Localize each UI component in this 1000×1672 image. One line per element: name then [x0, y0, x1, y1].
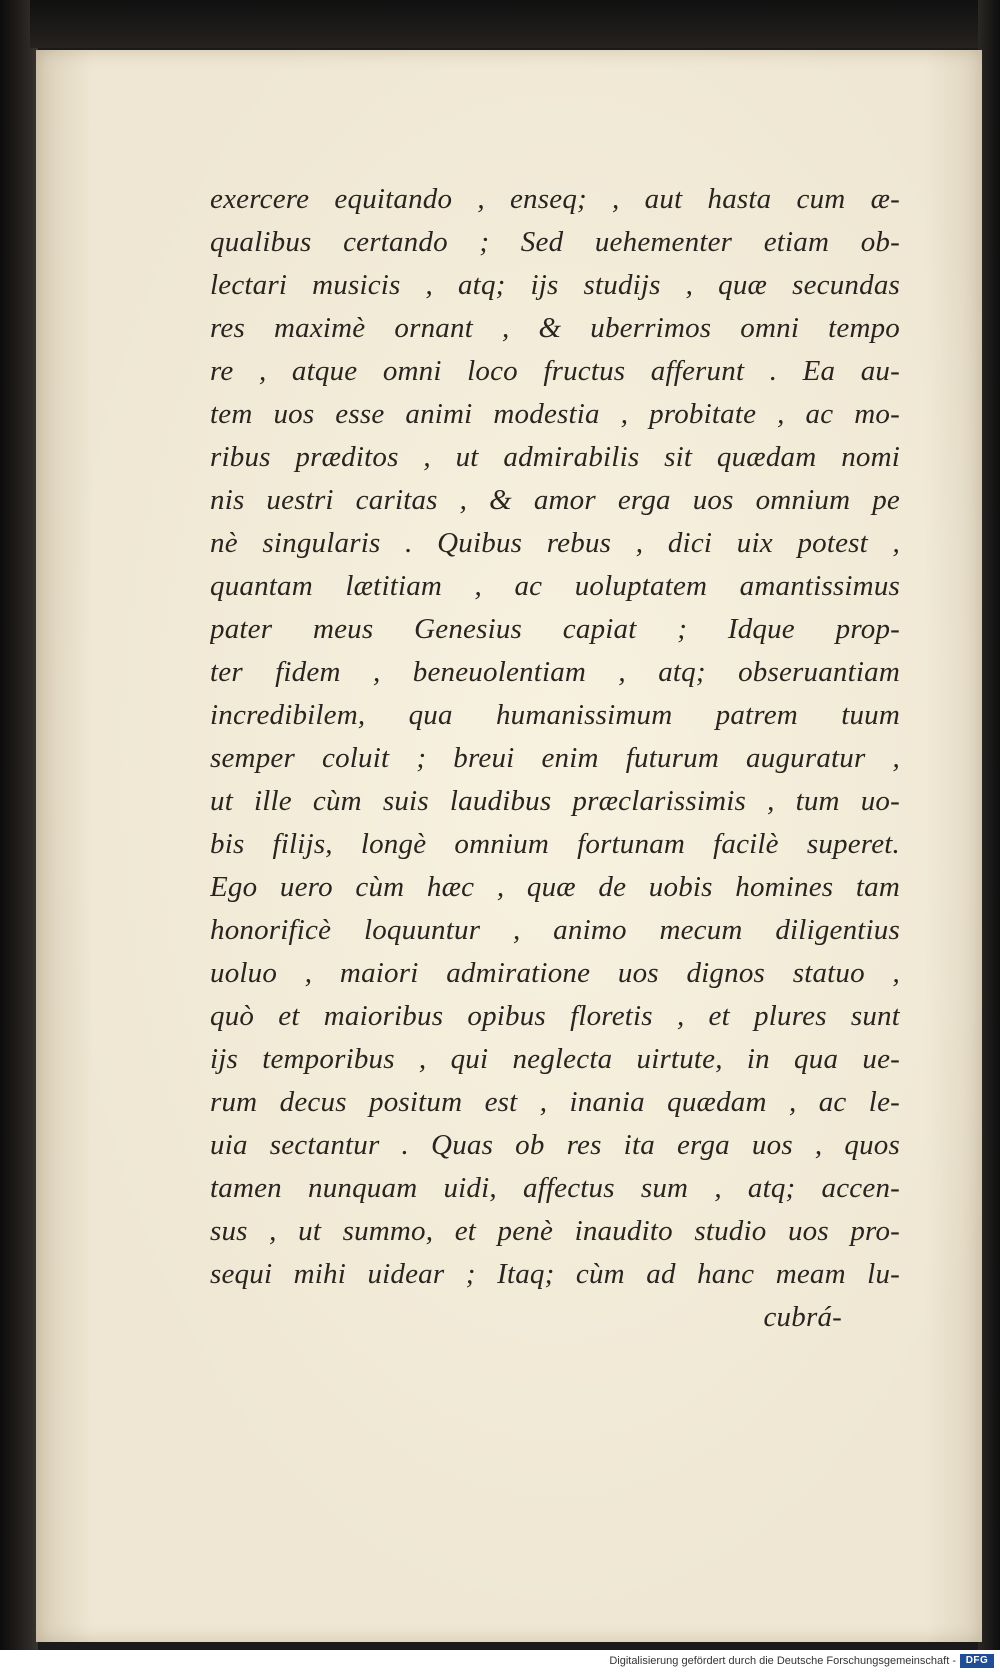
text-line: quò et maioribus opibus floretis , et plures sunt	[210, 1000, 900, 1032]
text-line: incredibilem, qua humanissimum patrem tuum	[210, 699, 900, 731]
text-line: honorificè loquuntur , animo mecum diligentius	[210, 914, 900, 946]
text-line: pater meus Genesius capiat ; Idque prop-	[210, 613, 900, 645]
text-line: tamen nunquam uidi, affectus sum , atq; accen-	[210, 1172, 900, 1204]
text-line: tem uos esse animi modestia , probitate , ac mo-	[210, 398, 900, 430]
text-line: re , atque omni loco fructus afferunt . Ea au-	[210, 355, 900, 387]
binding-shadow	[0, 0, 38, 1650]
text-line: ter fidem , beneuolentiam , atq; obseruantiam	[210, 656, 900, 688]
text-line: sequi mihi uidear ; Itaq; cùm ad hanc meam lu-	[210, 1258, 900, 1290]
text-line: lectari musicis , atq; ijs studijs , quæ secundas	[210, 269, 900, 301]
text-line: nis uestri caritas , & amor erga uos omnium pe	[210, 484, 900, 516]
text-line: bis filijs, longè omnium fortunam facilè superet.	[210, 828, 900, 860]
text-line: nè singularis . Quibus rebus , dici uix potest ,	[210, 527, 900, 559]
text-line: sus , ut summo, et penè inaudito studio uos pro-	[210, 1215, 900, 1247]
page-text-block	[210, 178, 900, 1339]
digitization-footer	[0, 1650, 1000, 1672]
text-line: res maximè ornant , & uberrimos omni tempo	[210, 312, 900, 344]
text-line: semper coluit ; breui enim futurum auguratur ,	[210, 742, 900, 774]
text-line: rum decus positum est , inania quædam , ac le-	[210, 1086, 900, 1118]
text-line: qualibus certando ; Sed uehementer etiam ob-	[210, 226, 900, 258]
text-line: Ego uero cùm hæc , quæ de uobis homines tam	[210, 871, 900, 903]
text-line: ribus præditos , ut admirabilis sit quædam nomi	[210, 441, 900, 473]
text-line: ut ille cùm suis laudibus præclarissimis , tum uo-	[210, 785, 900, 817]
dfg-logo: DFG	[960, 1654, 994, 1668]
scan-top-strip	[30, 0, 1000, 48]
text-line: exercere equitando , enseq; , aut hasta cum æ-	[210, 183, 900, 215]
text-line: uoluo , maiori admiratione uos dignos statuo ,	[210, 957, 900, 989]
funding-credit: Digitalisierung gefördert durch die Deutsche Forschungsgemeinschaft -	[609, 1655, 956, 1667]
text-line: uia sectantur . Quas ob res ita erga uos , quos	[210, 1129, 900, 1161]
catchword: cubrá-	[763, 1301, 842, 1333]
text-line: ijs temporibus , qui neglecta uirtute, in qua ue-	[210, 1043, 900, 1075]
text-line: quantam lætitiam , ac uoluptatem amantissimus	[210, 570, 900, 602]
